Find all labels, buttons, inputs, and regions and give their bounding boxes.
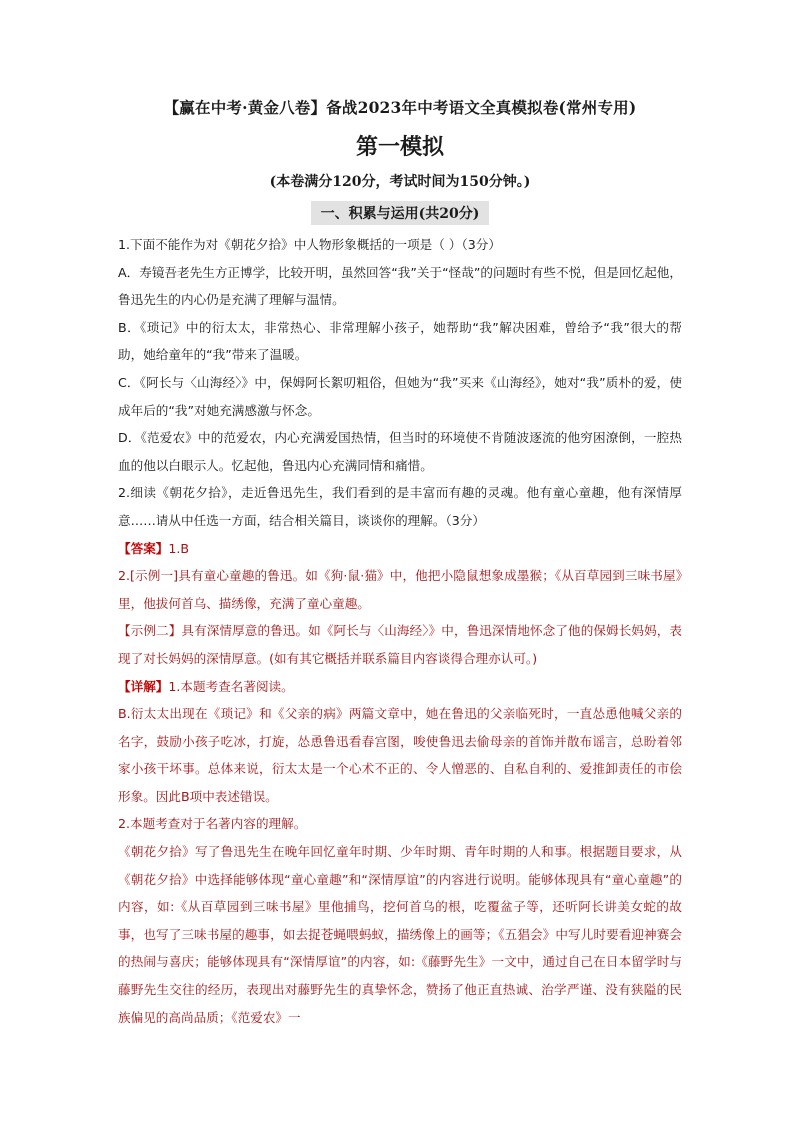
question-2-stem: 2.细读《朝花夕拾》，走近鲁迅先生，我们看到的是丰富而有趣的灵魂。他有童心童趣，他有深情厚意……请从中任选一方面，结合相关篇目，谈谈你的理解。（3分）: [118, 485, 682, 528]
question-1-option-c: C．《阿长与〈山海经〉》中，保姆阿长絮叨粗俗，但她为“我”买来《山海经》，她对“我”质朴的爱，使成年后的“我”对她充满感激与怀念。: [118, 374, 682, 418]
exam-note: (本卷满分120分，考试时间为150分钟。): [269, 174, 531, 190]
question-1-option-b: B．《琐记》中的衍太太，非常热心、非常理解小孩子，她帮助“我”解决困难，曾给予“我”很大的帮助，她给童年的“我”带来了温暖。: [118, 319, 682, 363]
answer-example-1-text: 具有童心童趣的鲁迅。如《狗·鼠·猫》中，他把小隐鼠想象成墨猴；《从百草园到三味书屋》里，他拔何首乌、描绣像，充满了童心童趣。: [118, 568, 682, 611]
section-heading-wrap: [118, 201, 682, 225]
answer-example-2-label: 【示例二】: [118, 623, 182, 639]
exam-title: 【赢在中考·黄金八卷】备战2023年中考语文全真模拟卷(常州专用): [163, 98, 637, 117]
question-1-stem: 1.下面不能作为对《朝花夕拾》中人物形象概括的一项是（ ）（3分）: [118, 237, 501, 252]
answer-text: 1.B: [168, 540, 190, 556]
detail-p1: 1.本题考查名著阅读。: [168, 678, 294, 694]
detail-label: 【详解】: [118, 678, 169, 694]
answer-example-2: [118, 617, 682, 672]
exam-subtitle: 第一模拟: [355, 134, 444, 160]
answer-example-1-label: [示例一]: [130, 568, 179, 584]
detail-p2: B.衍太太出现在《琐记》和《父亲的病》两篇文章中，她在鲁迅的父亲临死时，一直怂恿他喊父亲的名字，鼓励小孩子吃冰，打旋，怂恿鲁迅看春宫图，唆使鲁迅去偷母亲的首饰并散布谣言，总盼着邻家小孩干坏事。总体来说，衍太太是一个心术不正的、令人憎恶的、自私自利的、爱推卸责任的市侩形象。因此B项中表述错误。: [118, 706, 682, 804]
detail-p4: 《朝花夕拾》写了鲁迅先生在晚年回忆童年时期、少年时期、青年时期的人和事。根据题目要求，从《朝花夕拾》中选择能够体现“童心童趣”和“深情厚谊”的内容进行说明。能够体现具有“童心童趣”的内容，如:《从百草园到三味书屋》里他捕鸟，挖何首乌的根，吃覆盆子等，还听阿长讲美女蛇的故事，也写了三味书屋的趣事，如去捉苍蝇喂蚂蚁，描绣像上的画等；《五猖会》中写儿时要看迎神赛会的热闹与喜庆；能够体现具有“深情厚谊”的内容，如:《藤野先生》一文中，通过自己在日本留学时与藤野先生交往的经历，表现出对藤野先生的真挚怀念，赞扬了他正直热诚、治学严谨、没有狭隘的民族偏见的高尚品质；《范爱农》一: [118, 844, 682, 1025]
question-1-option-d: D．《范爱农》中的范爱农，内心充满爱国热情，但当时的环境使不肯随波逐流的他穷困潦倒，一腔热血的他以白眼示人。忆起他，鲁迅内心充满同情和痛惜。: [118, 430, 682, 473]
answer-example-2-text: 具有深情厚意的鲁迅。如《阿长与〈山海经〉》中，鲁迅深情地怀念了他的保姆长妈妈，表现了对长妈妈的深情厚意。(如有其它概括并联系篇目内容谈得合理亦认可。): [118, 623, 683, 666]
detail-line: [118, 673, 682, 701]
answer-label: 【答案】: [118, 540, 169, 556]
answer-line: [118, 535, 682, 563]
section-heading: 一、积累与运用(共20分): [311, 201, 490, 225]
question-1-option-a: A．寿镜吾老先生方正博学，比较开明，虽然回答“我”关于“怪哉”的问题时有些不悦，但是回忆起他，鲁迅先生的内心仍是充满了理解与温情。: [118, 264, 682, 308]
document-body: [118, 231, 682, 1031]
detail-p3: 2.本题考查对于名著内容的理解。: [118, 816, 307, 832]
answer-example-1: [118, 562, 682, 617]
document-page: [118, 96, 682, 1031]
answer-example-1-num: 2.: [118, 568, 131, 584]
